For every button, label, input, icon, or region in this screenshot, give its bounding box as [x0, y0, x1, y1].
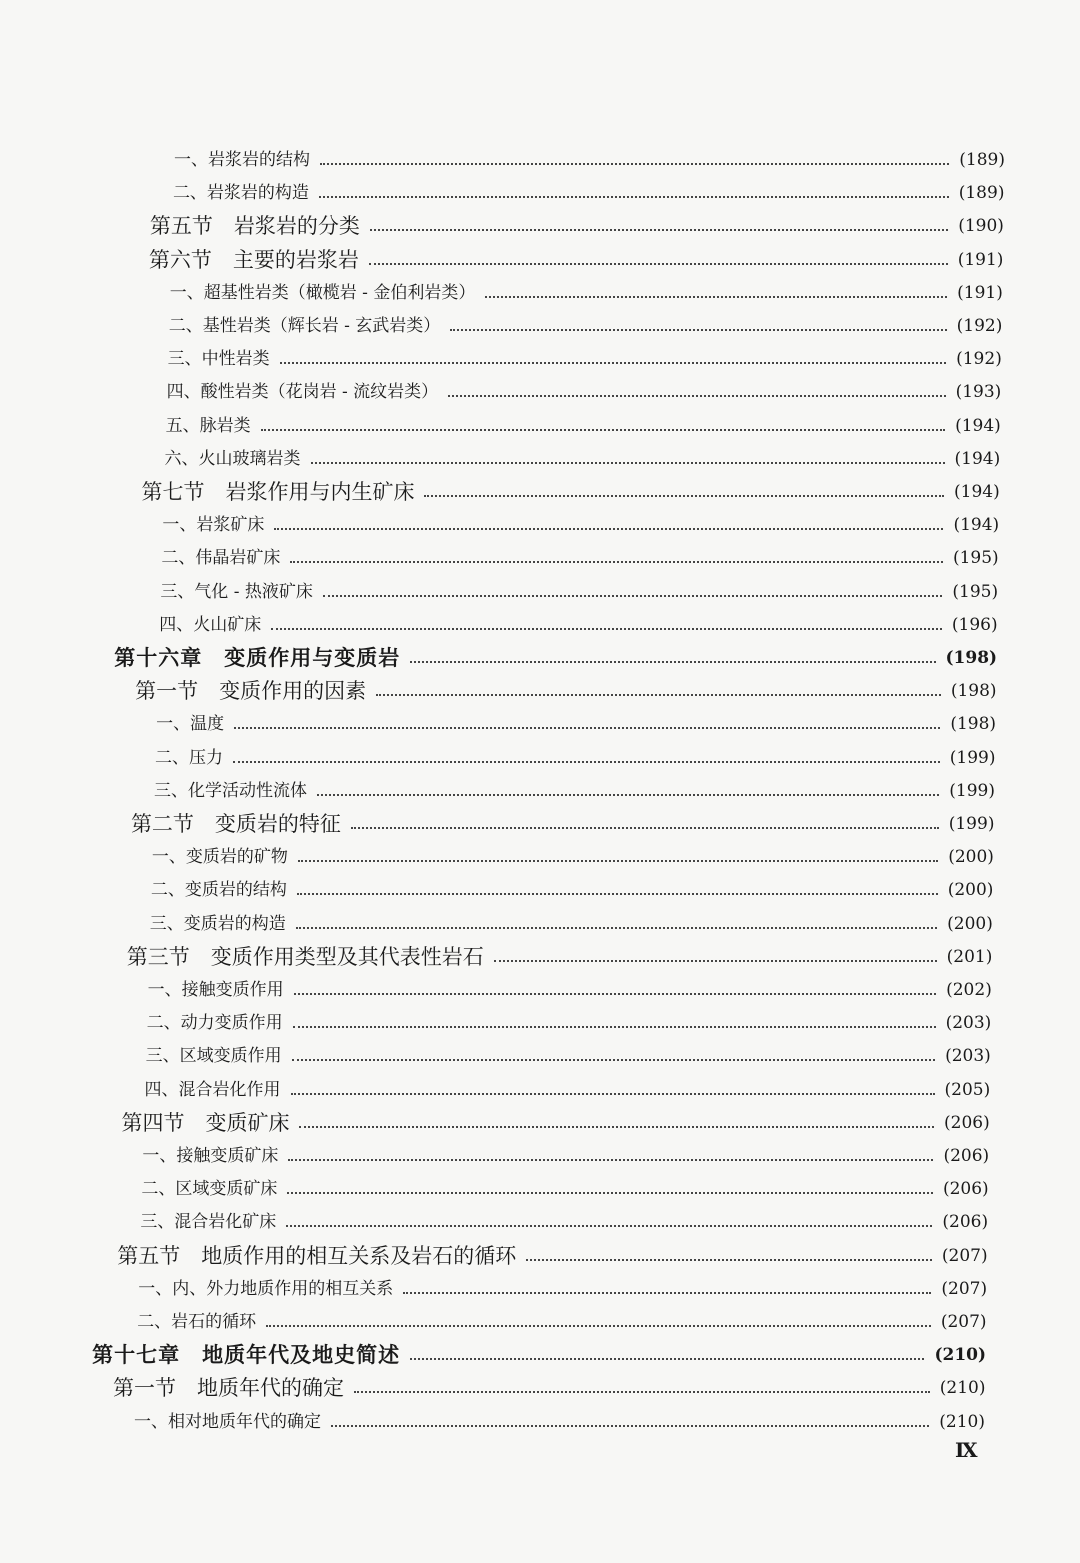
- toc-entry: [154, 771, 995, 801]
- toc-entry-label: 三、混合岩化矿床: [140, 1212, 277, 1233]
- toc-entry-label: 二、基性岩类（辉长岩 - 玄武岩类）: [168, 316, 441, 336]
- toc-entry-page: (195): [952, 548, 999, 569]
- toc-entry-page: (195): [952, 581, 999, 602]
- toc-entry-page: (201): [946, 946, 993, 967]
- toc-entry-page: (210): [939, 1411, 985, 1432]
- dot-leader: [351, 827, 939, 829]
- dot-leader: [317, 794, 939, 796]
- dot-leader: [370, 229, 948, 231]
- toc-entry-page: (196): [951, 614, 998, 635]
- dot-leader: [292, 1059, 935, 1061]
- toc-entry-label: 第七节 岩浆作用与内生矿床: [141, 480, 415, 504]
- toc-entry-page: (207): [940, 1312, 987, 1332]
- toc-entry-page: (203): [945, 1013, 992, 1034]
- toc-entry: [165, 439, 1001, 469]
- toc-entry: [159, 605, 997, 635]
- toc-entry: [160, 572, 998, 602]
- toc-entry-page: (200): [947, 913, 993, 934]
- toc-entry: [141, 472, 999, 502]
- toc-entry-label: 一、岩浆矿床: [162, 515, 265, 536]
- toc-entry-label: 第二节 变质岩的特征: [130, 812, 341, 836]
- toc-entry-label: 第三节 变质作用类型及其代表性岩石: [126, 944, 484, 969]
- toc-entry-page: (191): [957, 282, 1003, 303]
- toc-entry-label: 三、区域变质作用: [145, 1046, 282, 1067]
- dot-leader: [274, 528, 943, 530]
- dot-leader: [297, 893, 938, 895]
- toc-entry-page: (194): [955, 415, 1001, 436]
- toc-entry-label: 二、动力变质作用: [146, 1013, 283, 1034]
- toc-entry-page: (192): [956, 316, 1003, 336]
- toc-entry: [152, 837, 994, 867]
- toc-entry-page: (207): [941, 1278, 988, 1299]
- dot-leader: [288, 1159, 933, 1161]
- toc-entry: [166, 406, 1001, 436]
- toc-entry: [170, 273, 1003, 303]
- toc-entry: [117, 1236, 987, 1266]
- dot-leader: [293, 1026, 936, 1028]
- dot-leader: [323, 595, 943, 597]
- toc-entry-label: 一、超基性岩类（橄榄岩 - 金伯利岩类）: [169, 282, 476, 303]
- toc-entry-page: (190): [958, 216, 1004, 237]
- toc-entry-label: 第四节 变质矿床: [121, 1110, 290, 1135]
- dot-leader: [291, 1093, 935, 1095]
- toc-entry: [146, 1036, 991, 1066]
- toc-entry-label: 第六节 主要的岩浆岩: [148, 247, 359, 272]
- dot-leader: [299, 1126, 934, 1128]
- toc-entry: [121, 1103, 989, 1133]
- dot-leader: [526, 1259, 932, 1261]
- toc-entry-label: 二、岩石的循环: [137, 1312, 257, 1332]
- toc-entry-label: 第一节 变质作用的因素: [135, 679, 367, 704]
- toc-entry-label: 一、温度: [156, 714, 225, 735]
- toc-entry-page: (210): [939, 1378, 986, 1399]
- dot-leader: [320, 163, 949, 165]
- toc-entry-label: 四、酸性岩类（花岗岩 - 流纹岩类）: [166, 382, 439, 403]
- toc-entry: [156, 704, 996, 734]
- dot-leader: [280, 362, 946, 364]
- toc-entry-label: 一、接触变质作用: [147, 980, 284, 1000]
- dot-leader: [376, 694, 941, 696]
- toc-entry-page: (203): [945, 1046, 991, 1067]
- toc-entry: [174, 140, 1005, 170]
- toc-entry-page: (206): [944, 1112, 990, 1133]
- dot-leader: [410, 661, 935, 663]
- toc-entry-page: (200): [947, 880, 994, 901]
- toc-entry-label: 一、岩浆岩的结构: [174, 150, 310, 170]
- toc-entry: [141, 1169, 988, 1199]
- toc-entry-label: 二、岩浆岩的构造: [172, 183, 309, 204]
- toc-entry: [151, 870, 994, 900]
- toc-entry: [140, 1202, 988, 1232]
- dot-leader: [286, 1225, 932, 1227]
- toc-entry: [137, 1302, 986, 1332]
- dot-leader: [233, 761, 940, 763]
- toc-entry: [113, 1368, 986, 1401]
- toc-entry-page: (194): [954, 448, 1001, 469]
- toc-entry-page: (205): [944, 1079, 991, 1100]
- dot-leader: [424, 495, 944, 497]
- toc-entry-label: 三、变质岩的构造: [149, 913, 286, 934]
- toc-entry: [142, 1136, 989, 1166]
- dot-leader: [294, 993, 936, 995]
- toc-entry-page: (189): [959, 150, 1005, 170]
- dot-leader: [234, 727, 940, 729]
- toc-entry: [167, 372, 1002, 402]
- toc-entry: [169, 306, 1003, 336]
- toc-entry: [135, 671, 997, 704]
- dot-leader: [261, 429, 945, 431]
- toc-entry-page: (194): [953, 515, 1000, 536]
- toc-entry: [127, 937, 993, 967]
- toc-entry: [162, 505, 999, 535]
- toc-entry-label: 第五节 地质作用的相互关系及岩石的循环: [117, 1243, 517, 1268]
- toc-entry-label: 三、气化 - 热液矿床: [160, 581, 313, 602]
- toc-entry-label: 第十七章 地质年代及地史简述: [92, 1342, 401, 1368]
- toc-entry-page: (202): [946, 980, 992, 1000]
- toc-entry-label: 二、伟晶岩矿床: [161, 548, 281, 569]
- toc-entry-label: 一、接触变质矿床: [142, 1146, 279, 1166]
- toc-entry-label: 第十六章 变质作用与变质岩: [114, 645, 401, 670]
- dot-leader: [494, 960, 937, 962]
- dot-leader: [331, 1425, 929, 1427]
- toc-entry-label: 四、火山矿床: [159, 614, 262, 635]
- toc-entry-page: (207): [941, 1245, 988, 1266]
- dot-leader: [410, 1358, 924, 1360]
- toc-entry-label: 二、压力: [155, 747, 224, 768]
- dot-leader: [266, 1325, 931, 1327]
- toc-entry: [149, 206, 1004, 239]
- toc-entry: [155, 738, 995, 768]
- toc-entry-page: (198): [950, 714, 997, 735]
- toc-entry-page: (193): [955, 382, 1002, 403]
- toc-entry-label: 第五节 岩浆岩的分类: [149, 214, 360, 239]
- toc-entry-label: 五、脉岩类: [165, 415, 251, 436]
- toc-entry-label: 一、内、外力地质作用的相互关系: [138, 1278, 394, 1299]
- toc-entry: [168, 339, 1002, 369]
- toc-entry-page: (194): [954, 482, 1000, 502]
- toc-entry: [150, 904, 993, 934]
- toc-entry-label: 二、变质岩的结构: [150, 880, 287, 901]
- dot-leader: [354, 1391, 930, 1393]
- toc-entry: [131, 804, 995, 834]
- toc-entry: [148, 970, 992, 1000]
- dot-leader: [296, 927, 937, 929]
- toc-entry-label: 二、区域变质矿床: [141, 1179, 278, 1200]
- dot-leader: [271, 628, 942, 630]
- toc-entry-label: 三、中性岩类: [167, 349, 270, 370]
- toc-entry-page: (210): [934, 1345, 987, 1366]
- toc-entry: [92, 1335, 987, 1368]
- toc-entry-page: (199): [949, 780, 995, 801]
- toc-entry-page: (199): [948, 814, 995, 834]
- dot-leader: [450, 329, 946, 331]
- toc-entry-label: 第一节 地质年代的确定: [113, 1376, 345, 1401]
- dot-leader: [287, 1192, 933, 1194]
- toc-entry-label: 六、火山玻璃岩类: [164, 448, 301, 469]
- toc-entry-page: (199): [949, 747, 996, 768]
- toc-entry-label: 四、混合岩化作用: [144, 1079, 281, 1100]
- dot-leader: [485, 296, 947, 298]
- toc-entry-label: 一、相对地质年代的确定: [134, 1411, 321, 1432]
- toc-entry: [147, 1003, 992, 1033]
- toc-entry: [138, 1269, 987, 1299]
- dot-leader: [448, 395, 945, 397]
- dot-leader: [298, 860, 938, 862]
- toc-entry: [173, 173, 1005, 203]
- dot-leader: [403, 1292, 931, 1294]
- dot-leader: [369, 263, 948, 265]
- toc-entry-page: (191): [957, 249, 1004, 270]
- toc-entry: [161, 538, 998, 568]
- dot-leader: [319, 196, 949, 198]
- toc-entry: [114, 638, 997, 668]
- toc-entry-page: (200): [948, 847, 994, 868]
- dot-leader: [311, 462, 945, 464]
- toc-entry-page: (198): [945, 648, 998, 668]
- toc-entry-page: (198): [950, 681, 997, 702]
- toc-entry-label: 一、变质岩的矿物: [151, 847, 288, 868]
- toc-entry-page: (206): [942, 1212, 989, 1233]
- toc-entry-label: 三、化学活动性流体: [154, 780, 307, 801]
- toc-entry-page: (206): [942, 1179, 989, 1200]
- toc-entry-page: (189): [958, 183, 1005, 204]
- toc-entry: [145, 1070, 991, 1100]
- toc-entry-page: (206): [943, 1146, 990, 1166]
- dot-leader: [290, 561, 943, 563]
- toc-entry: [149, 240, 1004, 270]
- toc-entry: [134, 1402, 985, 1432]
- page-number: Ⅸ: [955, 1438, 978, 1462]
- toc-entry-page: (192): [956, 349, 1002, 370]
